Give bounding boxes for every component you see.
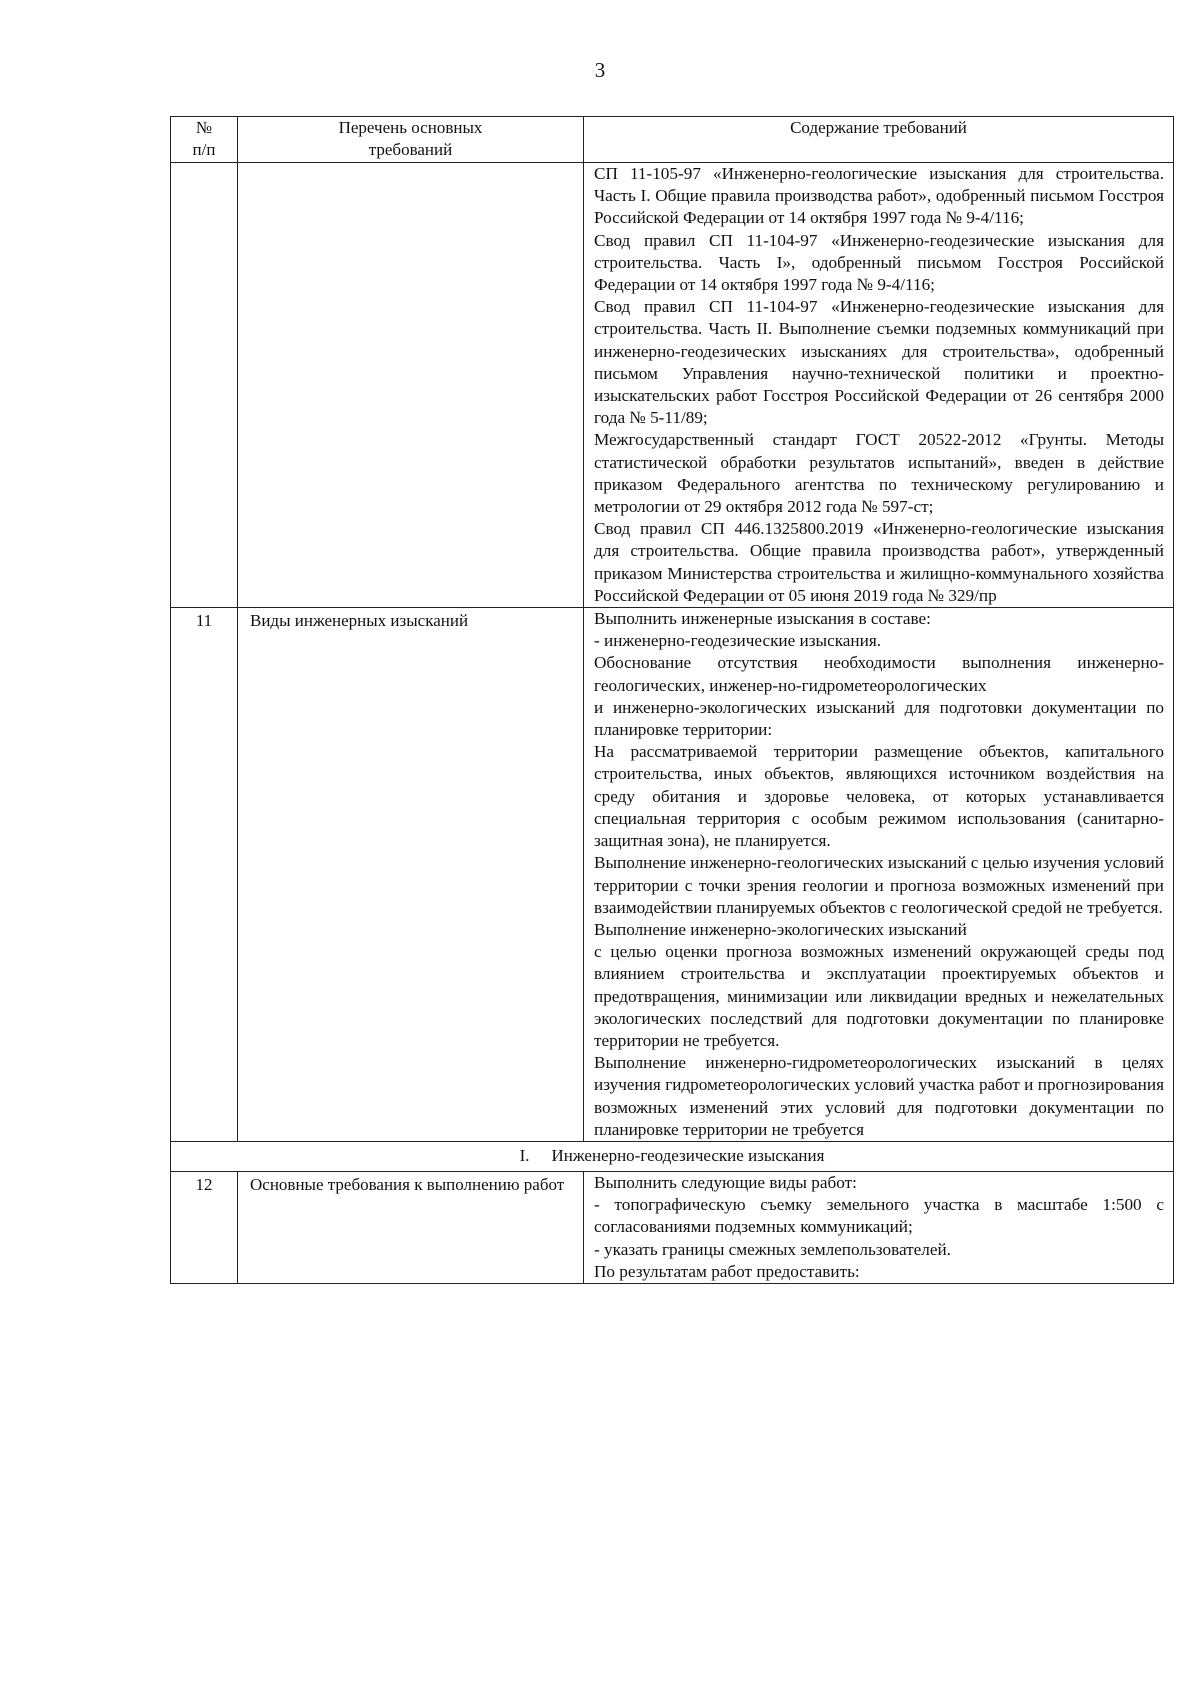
requirement-paragraph: Выполнить следующие виды работ: [594,1172,857,1192]
requirement-paragraph: Свод правил СП 446.1325800.2019 «Инженерно-геологические изыскания для строительства. Общие правила производства работ», утвержденный приказом Министерства строительства и жилищно-коммунального хозяйства Российской Федерации от 05 июня 2019 года № 329/пр [594,519,1164,605]
row-num [171,163,238,608]
requirement-paragraph: Выполнение инженерно-экологических изысканий [594,919,967,939]
requirement-paragraph: и инженерно-экологических изысканий для подготовки документации по планировке территории: [594,697,1164,740]
row-num: 12 [171,1171,238,1283]
section-row [171,1141,1174,1171]
requirement-paragraph: Выполнение инженерно-гидрометеорологических изысканий в целях изучения гидрометеорологических условий участка работ и прогнозирования возможных изменений этих условий для подготовки документации по планировке территории не требуется [594,1053,1164,1139]
requirement-paragraph: На рассматриваемой территории размещение объектов, капитального строительства, иных объектов, являющихся источником воздействия на среду обитания и здоровье человека, от которых устанавливается специальная территория с особым режимом использования (санитарно-защитная зона), не планируется. [594,742,1164,851]
requirement-paragraph: - топографическую съемку земельного участка в масштабе 1:500 с согласованиями подземных коммуникаций; [594,1195,1164,1237]
table-header-row [171,117,1174,163]
row-num: 11 [171,608,238,1142]
requirement-paragraph: Межгосударственный стандарт ГОСТ 20522-2012 «Грунты. Методы статистической обработки результатов испытаний», введен в действие приказом Федерального агентства по техническому регулированию и метрологии от 29 октября 2012 года № 597-ст; [594,430,1164,517]
requirement-paragraph: Выполнение инженерно-геологических изысканий с целью изучения условий территории с точки зрения геологии и прогноза возможных изменений при взаимодействии планируемых объектов с геологической средой не требуется. [594,853,1164,917]
header-content: Содержание требований [584,117,1174,163]
section-roman-numeral: I. [519,1145,530,1165]
row-content [584,163,1174,608]
page-number: 3 [594,58,606,82]
section-heading [171,1141,1174,1171]
table-row-12 [171,1171,1174,1283]
requirements-table [170,116,1174,1284]
requirement-paragraph: Обоснование отсутствия необходимости выполнения инженерно-геологических, инженер-но-гидрометеорологических [594,653,1164,695]
header-num: № п/п [171,117,238,163]
row-name [238,163,584,608]
requirement-paragraph: Выполнить инженерные изыскания в составе: [594,609,931,629]
requirement-paragraph: По результатам работ предоставить: [594,1261,860,1281]
table-row-continued [171,163,1174,608]
row-content [584,1171,1174,1283]
requirement-paragraph: Свод правил СП 11-104-97 «Инженерно-геодезические изыскания для строительства. Часть I», одобренный письмом Госстроя Российской Федерации от 14 октября 1997 года № 9-4/116; [594,230,1164,295]
requirement-paragraph: - инженерно-геодезические изыскания. [594,631,882,651]
row-content [584,608,1174,1142]
row-name: Основные требования к выполнению работ [238,1171,584,1283]
row-name: Виды инженерных изысканий [238,608,584,1142]
header-name: Перечень основных требований [238,117,584,163]
requirement-paragraph: с целью оценки прогноза возможных изменений окружающей среды под влиянием строительства и эксплуатации проектируемых объектов и предотвращения, минимизации или ликвидации вредных и нежелательных экологических последствий для подготовки документации по планировке территории не требуется. [594,942,1164,1050]
requirement-paragraph: - указать границы смежных землепользователей. [594,1239,951,1259]
section-title: Инженерно-геодезические изыскания [551,1145,825,1165]
table-row-11 [171,608,1174,1142]
requirement-paragraph: Свод правил СП 11-104-97 «Инженерно-геодезические изыскания для строительства. Часть II. Выполнение съемки подземных коммуникаций при инженерно-геодезических изысканиях для строительства», одобренный письмом Управления научно-технической политики и проектно-изыскательских работ Госстроя Российской Федерации от 26 сентября 2000 года № 5-11/89; [594,297,1164,428]
requirement-paragraph: СП 11-105-97 «Инженерно-геологические изыскания для строительства. Часть I. Общие правила производства работ», одобренный письмом Госстроя Российской Федерации от 14 октября 1997 года № 9-4/116; [594,164,1164,228]
